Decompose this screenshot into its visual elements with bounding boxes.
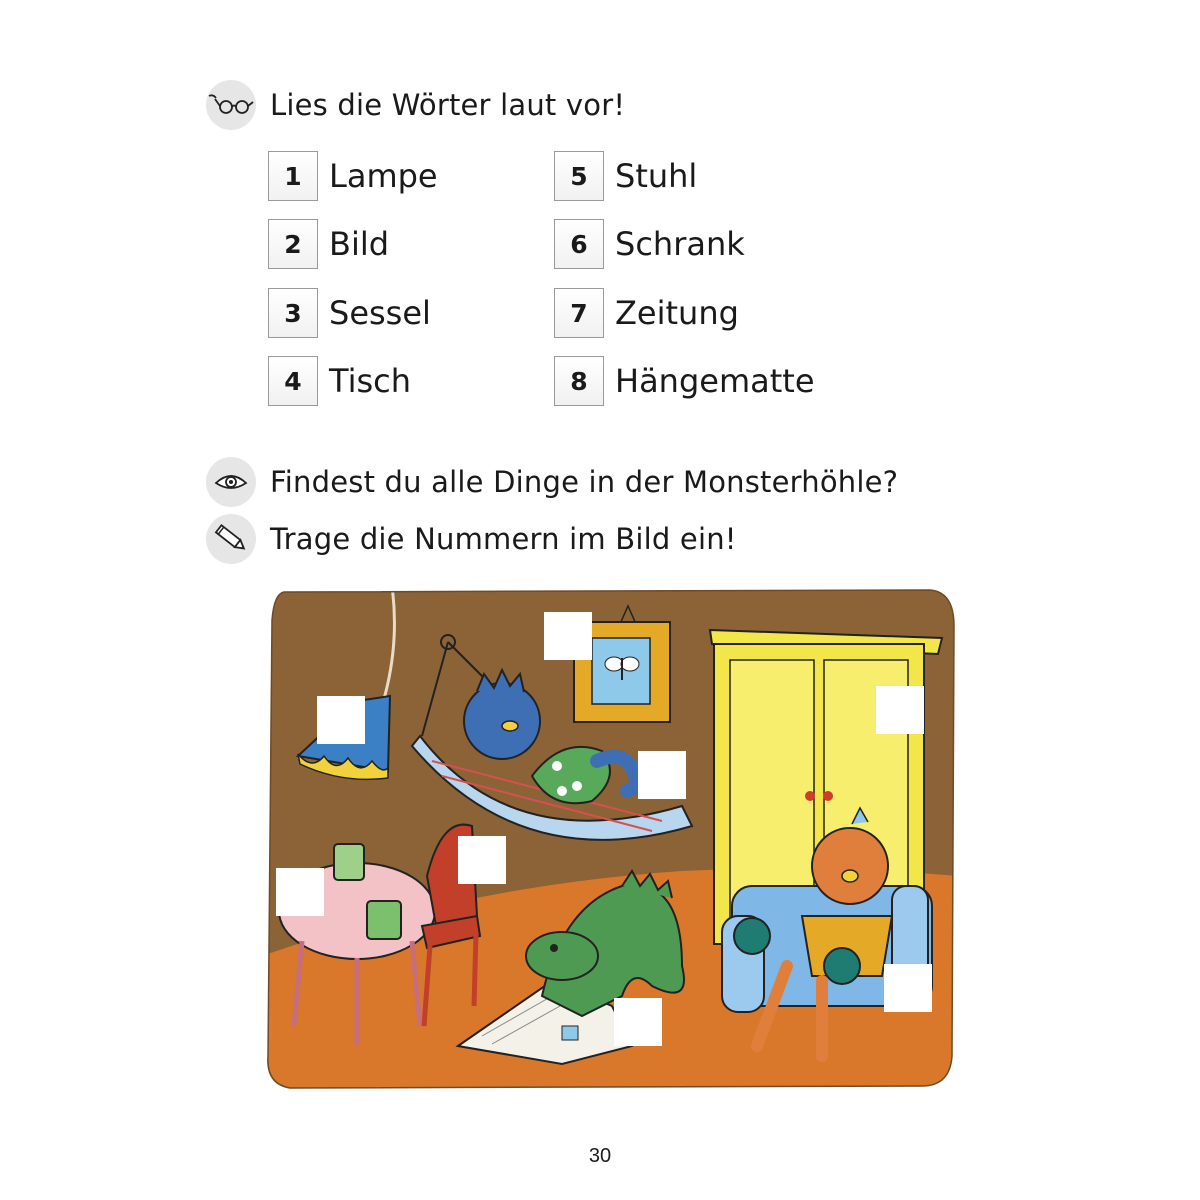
word-number: 7 bbox=[554, 288, 604, 338]
word-label: Sessel bbox=[329, 294, 431, 332]
word-label: Lampe bbox=[329, 157, 438, 195]
answer-box[interactable] bbox=[458, 836, 506, 884]
answer-box[interactable] bbox=[544, 612, 592, 660]
answer-box[interactable] bbox=[876, 686, 924, 734]
answer-box[interactable] bbox=[638, 751, 686, 799]
instruction-read-aloud bbox=[206, 80, 625, 130]
monster-cave-illustration bbox=[262, 586, 958, 1090]
answer-box[interactable] bbox=[884, 964, 932, 1012]
word-item bbox=[268, 287, 431, 339]
word-label: Hängematte bbox=[615, 362, 815, 400]
word-number: 1 bbox=[268, 151, 318, 201]
word-item bbox=[554, 287, 739, 339]
word-item bbox=[268, 218, 389, 270]
word-label: Stuhl bbox=[615, 157, 698, 195]
eye-icon bbox=[206, 457, 256, 507]
instruction-find bbox=[206, 457, 898, 507]
answer-box[interactable] bbox=[276, 868, 324, 916]
answer-box[interactable] bbox=[317, 696, 365, 744]
answer-box[interactable] bbox=[614, 998, 662, 1046]
word-number: 5 bbox=[554, 151, 604, 201]
word-number: 8 bbox=[554, 356, 604, 406]
word-label: Bild bbox=[329, 225, 390, 263]
word-number: 2 bbox=[268, 219, 318, 269]
instruction-text: Findest du alle Dinge in der Monsterhöhle? bbox=[270, 465, 899, 499]
instruction-write bbox=[206, 514, 737, 564]
instruction-text: Trage die Nummern im Bild ein! bbox=[270, 522, 737, 556]
word-label: Zeitung bbox=[615, 294, 739, 332]
word-label: Tisch bbox=[329, 362, 411, 400]
instruction-text: Lies die Wörter laut vor! bbox=[270, 88, 626, 122]
word-number: 6 bbox=[554, 219, 604, 269]
word-item bbox=[268, 355, 411, 407]
word-item bbox=[268, 150, 438, 202]
word-item bbox=[554, 355, 815, 407]
word-number: 4 bbox=[268, 356, 318, 406]
word-item bbox=[554, 218, 745, 270]
page-number: 30 bbox=[588, 1145, 612, 1167]
glasses-icon bbox=[206, 80, 256, 130]
word-item bbox=[554, 150, 697, 202]
word-label: Schrank bbox=[615, 225, 745, 263]
pencil-icon bbox=[206, 514, 256, 564]
word-number: 3 bbox=[268, 288, 318, 338]
